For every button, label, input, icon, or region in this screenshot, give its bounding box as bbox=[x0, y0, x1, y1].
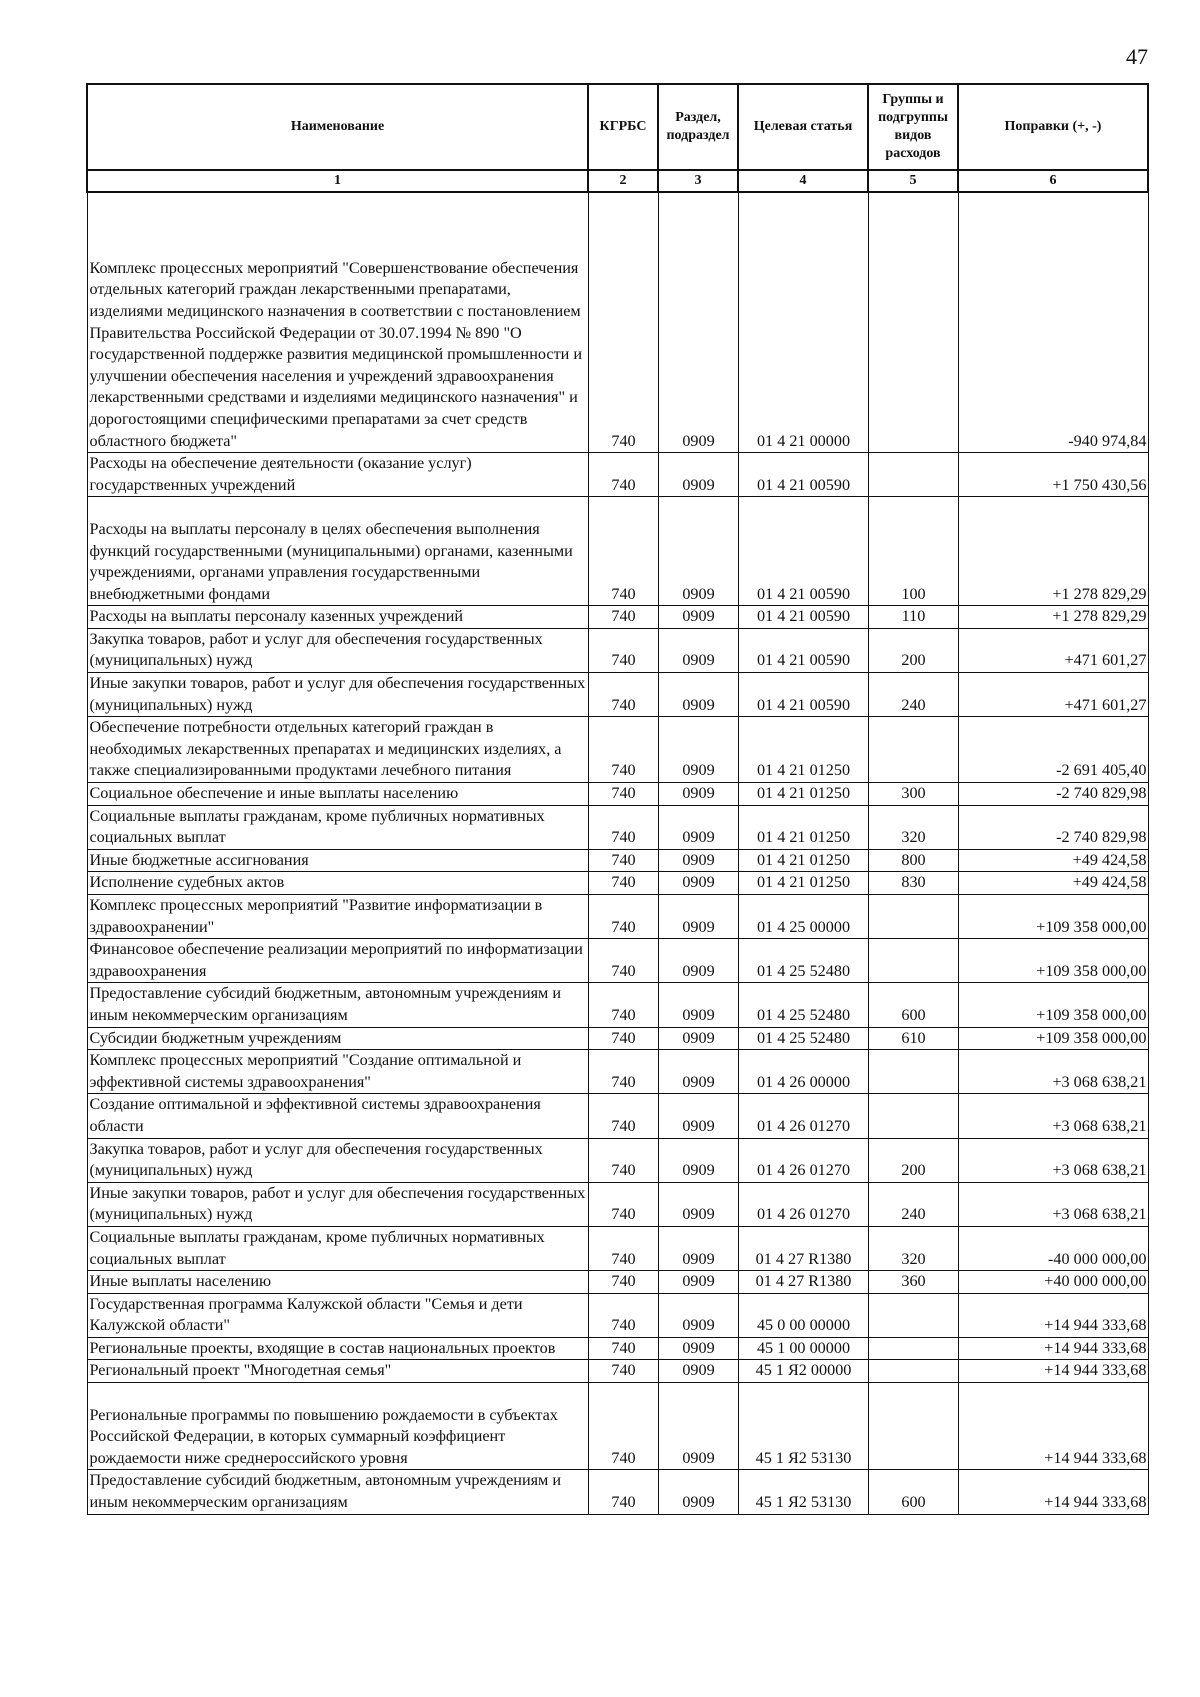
row-name: Расходы на выплаты персоналу в целях обеспечения выполнения функций государственными (муниципальными) органами, казенными учреждениями, органами управления государственными внебюджетными фондами bbox=[87, 497, 588, 606]
row-name: Социальные выплаты гражданам, кроме публичных нормативных социальных выплат bbox=[87, 1226, 588, 1270]
row-kgrbs: 740 bbox=[588, 1383, 658, 1470]
header-vid: Группы и подгруппы видов расходов bbox=[868, 84, 958, 170]
row-amount: -2 740 829,98 bbox=[958, 783, 1148, 806]
row-razdel: 0909 bbox=[658, 1470, 738, 1514]
row-razdel: 0909 bbox=[658, 1293, 738, 1337]
table-row bbox=[87, 983, 1148, 1027]
row-amount: +1 278 829,29 bbox=[958, 497, 1148, 606]
table-row bbox=[87, 606, 1148, 629]
row-razdel: 0909 bbox=[658, 1050, 738, 1094]
row-vid: 200 bbox=[868, 1138, 958, 1182]
row-celevaya: 01 4 26 00000 bbox=[738, 1050, 868, 1094]
row-celevaya: 01 4 21 00590 bbox=[738, 497, 868, 606]
row-vid: 830 bbox=[868, 872, 958, 895]
row-razdel: 0909 bbox=[658, 717, 738, 783]
row-name: Расходы на выплаты персоналу казенных учреждений bbox=[87, 606, 588, 629]
table-row bbox=[87, 1094, 1148, 1138]
row-amount: -40 000 000,00 bbox=[958, 1226, 1148, 1270]
row-kgrbs: 740 bbox=[588, 606, 658, 629]
row-kgrbs: 740 bbox=[588, 673, 658, 717]
table-row bbox=[87, 1027, 1148, 1050]
table-row bbox=[87, 673, 1148, 717]
row-kgrbs: 740 bbox=[588, 497, 658, 606]
row-celevaya: 01 4 21 01250 bbox=[738, 717, 868, 783]
row-celevaya: 01 4 25 52480 bbox=[738, 939, 868, 983]
row-celevaya: 01 4 21 00590 bbox=[738, 453, 868, 497]
row-kgrbs: 740 bbox=[588, 1293, 658, 1337]
row-name: Иные закупки товаров, работ и услуг для обеспечения государственных (муниципальных) нужд bbox=[87, 673, 588, 717]
row-celevaya: 45 0 00 00000 bbox=[738, 1293, 868, 1337]
row-amount: +3 068 638,21 bbox=[958, 1182, 1148, 1226]
header-row bbox=[87, 84, 1148, 170]
row-vid: 320 bbox=[868, 1226, 958, 1270]
row-celevaya: 01 4 21 00590 bbox=[738, 628, 868, 672]
row-celevaya: 45 1 00 00000 bbox=[738, 1337, 868, 1360]
row-vid bbox=[868, 1360, 958, 1383]
row-vid bbox=[868, 1293, 958, 1337]
row-amount: +1 750 430,56 bbox=[958, 453, 1148, 497]
table-row bbox=[87, 628, 1148, 672]
row-razdel: 0909 bbox=[658, 1271, 738, 1294]
table-row bbox=[87, 783, 1148, 806]
row-vid: 360 bbox=[868, 1271, 958, 1294]
row-amount: +14 944 333,68 bbox=[958, 1293, 1148, 1337]
header-celevaya: Целевая статья bbox=[738, 84, 868, 170]
row-vid: 600 bbox=[868, 983, 958, 1027]
row-celevaya: 01 4 21 01250 bbox=[738, 872, 868, 895]
page-number: 47 bbox=[1126, 44, 1148, 69]
table-row bbox=[87, 1138, 1148, 1182]
row-amount: +471 601,27 bbox=[958, 628, 1148, 672]
row-amount: +1 278 829,29 bbox=[958, 606, 1148, 629]
row-vid bbox=[868, 1094, 958, 1138]
row-kgrbs: 740 bbox=[588, 717, 658, 783]
row-razdel: 0909 bbox=[658, 805, 738, 849]
table-row bbox=[87, 192, 1148, 453]
table-row bbox=[87, 805, 1148, 849]
row-name: Исполнение судебных актов bbox=[87, 872, 588, 895]
row-razdel: 0909 bbox=[658, 849, 738, 872]
row-amount: -2 740 829,98 bbox=[958, 805, 1148, 849]
row-razdel: 0909 bbox=[658, 673, 738, 717]
row-vid: 300 bbox=[868, 783, 958, 806]
table-row bbox=[87, 939, 1148, 983]
row-name: Региональные проекты, входящие в состав национальных проектов bbox=[87, 1337, 588, 1360]
table-row bbox=[87, 895, 1148, 939]
row-celevaya: 01 4 26 01270 bbox=[738, 1094, 868, 1138]
row-amount: -2 691 405,40 bbox=[958, 717, 1148, 783]
row-vid: 800 bbox=[868, 849, 958, 872]
row-celevaya: 01 4 21 01250 bbox=[738, 805, 868, 849]
row-razdel: 0909 bbox=[658, 895, 738, 939]
row-razdel: 0909 bbox=[658, 453, 738, 497]
row-celevaya: 45 1 Я2 00000 bbox=[738, 1360, 868, 1383]
row-name: Иные бюджетные ассигнования bbox=[87, 849, 588, 872]
row-celevaya: 01 4 21 00000 bbox=[738, 192, 868, 453]
row-amount: +109 358 000,00 bbox=[958, 983, 1148, 1027]
row-amount: +3 068 638,21 bbox=[958, 1094, 1148, 1138]
row-celevaya: 01 4 21 00590 bbox=[738, 606, 868, 629]
row-kgrbs: 740 bbox=[588, 1027, 658, 1050]
table-row bbox=[87, 1050, 1148, 1094]
row-celevaya: 01 4 26 01270 bbox=[738, 1182, 868, 1226]
column-number-row bbox=[87, 170, 1148, 192]
row-name: Региональный проект "Многодетная семья" bbox=[87, 1360, 588, 1383]
row-kgrbs: 740 bbox=[588, 872, 658, 895]
row-kgrbs: 740 bbox=[588, 1470, 658, 1514]
row-kgrbs: 740 bbox=[588, 1138, 658, 1182]
table-row bbox=[87, 1383, 1148, 1470]
row-kgrbs: 740 bbox=[588, 628, 658, 672]
row-name: Обеспечение потребности отдельных категорий граждан в необходимых лекарственных препаратах и медицинских изделиях, а также специализированными продуктами лечебного питания bbox=[87, 717, 588, 783]
header-kgrbs: КГРБС bbox=[588, 84, 658, 170]
header-razdel: Раздел, подраздел bbox=[658, 84, 738, 170]
row-razdel: 0909 bbox=[658, 1138, 738, 1182]
row-razdel: 0909 bbox=[658, 872, 738, 895]
row-name: Расходы на обеспечение деятельности (оказание услуг) государственных учреждений bbox=[87, 453, 588, 497]
table-row bbox=[87, 453, 1148, 497]
row-razdel: 0909 bbox=[658, 1226, 738, 1270]
row-vid bbox=[868, 895, 958, 939]
column-number: 3 bbox=[658, 170, 738, 192]
row-razdel: 0909 bbox=[658, 1027, 738, 1050]
row-name: Предоставление субсидий бюджетным, автономным учреждениям и иным некоммерческим организациям bbox=[87, 1470, 588, 1514]
row-name: Иные выплаты населению bbox=[87, 1271, 588, 1294]
table-row bbox=[87, 1271, 1148, 1294]
row-vid: 200 bbox=[868, 628, 958, 672]
row-name: Социальное обеспечение и иные выплаты населению bbox=[87, 783, 588, 806]
row-razdel: 0909 bbox=[658, 939, 738, 983]
row-name: Региональные программы по повышению рождаемости в субъектах Российской Федерации, в которых суммарный коэффициент рождаемости ниже среднероссийского уровня bbox=[87, 1383, 588, 1470]
row-name: Предоставление субсидий бюджетным, автономным учреждениям и иным некоммерческим организациям bbox=[87, 983, 588, 1027]
row-vid bbox=[868, 453, 958, 497]
row-kgrbs: 740 bbox=[588, 849, 658, 872]
column-number: 1 bbox=[87, 170, 588, 192]
row-amount: +14 944 333,68 bbox=[958, 1337, 1148, 1360]
row-razdel: 0909 bbox=[658, 1337, 738, 1360]
row-vid: 240 bbox=[868, 673, 958, 717]
row-razdel: 0909 bbox=[658, 1383, 738, 1470]
row-amount: +3 068 638,21 bbox=[958, 1138, 1148, 1182]
table-row bbox=[87, 1293, 1148, 1337]
table-row bbox=[87, 1226, 1148, 1270]
row-amount: +49 424,58 bbox=[958, 872, 1148, 895]
row-amount: +49 424,58 bbox=[958, 849, 1148, 872]
row-razdel: 0909 bbox=[658, 628, 738, 672]
row-kgrbs: 740 bbox=[588, 1094, 658, 1138]
row-name: Закупка товаров, работ и услуг для обеспечения государственных (муниципальных) нужд bbox=[87, 628, 588, 672]
row-celevaya: 01 4 27 R1380 bbox=[738, 1226, 868, 1270]
row-celevaya: 01 4 25 52480 bbox=[738, 1027, 868, 1050]
row-razdel: 0909 bbox=[658, 783, 738, 806]
table-row bbox=[87, 849, 1148, 872]
row-celevaya: 01 4 21 01250 bbox=[738, 849, 868, 872]
row-kgrbs: 740 bbox=[588, 783, 658, 806]
table-row bbox=[87, 1360, 1148, 1383]
row-name: Создание оптимальной и эффективной системы здравоохранения области bbox=[87, 1094, 588, 1138]
column-number: 2 bbox=[588, 170, 658, 192]
row-kgrbs: 740 bbox=[588, 1050, 658, 1094]
row-kgrbs: 740 bbox=[588, 1182, 658, 1226]
row-vid bbox=[868, 1337, 958, 1360]
row-vid bbox=[868, 717, 958, 783]
row-razdel: 0909 bbox=[658, 497, 738, 606]
row-vid bbox=[868, 1050, 958, 1094]
row-vid: 610 bbox=[868, 1027, 958, 1050]
row-amount: +109 358 000,00 bbox=[958, 895, 1148, 939]
row-celevaya: 01 4 21 00590 bbox=[738, 673, 868, 717]
row-name: Закупка товаров, работ и услуг для обеспечения государственных (муниципальных) нужд bbox=[87, 1138, 588, 1182]
row-razdel: 0909 bbox=[658, 1360, 738, 1383]
table-row bbox=[87, 1470, 1148, 1514]
row-name: Субсидии бюджетным учреждениям bbox=[87, 1027, 588, 1050]
row-vid: 110 bbox=[868, 606, 958, 629]
row-celevaya: 45 1 Я2 53130 bbox=[738, 1383, 868, 1470]
column-number: 5 bbox=[868, 170, 958, 192]
row-vid: 600 bbox=[868, 1470, 958, 1514]
row-amount: +109 358 000,00 bbox=[958, 939, 1148, 983]
row-name: Комплекс процессных мероприятий "Совершенствование обеспечения отдельных категорий граждан лекарственными препаратами, изделиями медицинского назначения в соответствии с постановлением Правительства Российской Федерации от 30.07.1994 № 890 "О государственной поддержке развития медицинской промышленности и улучшении обеспечения населения и учреждений здравоохранения лекарственными средствами и изделиями медицинского назначения" и дорогостоящими специфическими препаратами за счет средств областного бюджета" bbox=[87, 192, 588, 453]
row-vid bbox=[868, 1383, 958, 1470]
column-number: 6 bbox=[958, 170, 1148, 192]
row-kgrbs: 740 bbox=[588, 939, 658, 983]
row-amount: -940 974,84 bbox=[958, 192, 1148, 453]
table-row bbox=[87, 717, 1148, 783]
row-razdel: 0909 bbox=[658, 606, 738, 629]
row-celevaya: 01 4 27 R1380 bbox=[738, 1271, 868, 1294]
row-amount: +109 358 000,00 bbox=[958, 1027, 1148, 1050]
row-kgrbs: 740 bbox=[588, 192, 658, 453]
row-kgrbs: 740 bbox=[588, 453, 658, 497]
row-razdel: 0909 bbox=[658, 192, 738, 453]
row-name: Комплекс процессных мероприятий "Создание оптимальной и эффективной системы здравоохранения" bbox=[87, 1050, 588, 1094]
header-amount: Поправки (+, -) bbox=[958, 84, 1148, 170]
row-vid bbox=[868, 939, 958, 983]
row-kgrbs: 740 bbox=[588, 983, 658, 1027]
row-name: Комплекс процессных мероприятий "Развитие информатизации в здравоохранении" bbox=[87, 895, 588, 939]
row-kgrbs: 740 bbox=[588, 1360, 658, 1383]
row-celevaya: 01 4 21 01250 bbox=[738, 783, 868, 806]
row-name: Финансовое обеспечение реализации мероприятий по информатизации здравоохранения bbox=[87, 939, 588, 983]
row-amount: +471 601,27 bbox=[958, 673, 1148, 717]
row-celevaya: 45 1 Я2 53130 bbox=[738, 1470, 868, 1514]
row-celevaya: 01 4 26 01270 bbox=[738, 1138, 868, 1182]
row-razdel: 0909 bbox=[658, 1094, 738, 1138]
row-vid: 100 bbox=[868, 497, 958, 606]
table-body bbox=[87, 192, 1148, 1514]
header-name: Наименование bbox=[87, 84, 588, 170]
row-kgrbs: 740 bbox=[588, 805, 658, 849]
row-amount: +40 000 000,00 bbox=[958, 1271, 1148, 1294]
table-row bbox=[87, 497, 1148, 606]
row-name: Государственная программа Калужской области "Семья и дети Калужской области" bbox=[87, 1293, 588, 1337]
table-row bbox=[87, 1182, 1148, 1226]
row-name: Социальные выплаты гражданам, кроме публичных нормативных социальных выплат bbox=[87, 805, 588, 849]
row-kgrbs: 740 bbox=[588, 1226, 658, 1270]
row-kgrbs: 740 bbox=[588, 895, 658, 939]
row-vid bbox=[868, 192, 958, 453]
row-kgrbs: 740 bbox=[588, 1271, 658, 1294]
row-kgrbs: 740 bbox=[588, 1337, 658, 1360]
table-row bbox=[87, 1337, 1148, 1360]
row-amount: +14 944 333,68 bbox=[958, 1360, 1148, 1383]
row-celevaya: 01 4 25 00000 bbox=[738, 895, 868, 939]
column-number: 4 bbox=[738, 170, 868, 192]
row-name: Иные закупки товаров, работ и услуг для обеспечения государственных (муниципальных) нужд bbox=[87, 1182, 588, 1226]
row-amount: +14 944 333,68 bbox=[958, 1383, 1148, 1470]
table-row bbox=[87, 872, 1148, 895]
row-vid: 320 bbox=[868, 805, 958, 849]
row-celevaya: 01 4 25 52480 bbox=[738, 983, 868, 1027]
row-amount: +3 068 638,21 bbox=[958, 1050, 1148, 1094]
row-razdel: 0909 bbox=[658, 983, 738, 1027]
row-vid: 240 bbox=[868, 1182, 958, 1226]
budget-table bbox=[86, 83, 1149, 1515]
row-razdel: 0909 bbox=[658, 1182, 738, 1226]
row-amount: +14 944 333,68 bbox=[958, 1470, 1148, 1514]
